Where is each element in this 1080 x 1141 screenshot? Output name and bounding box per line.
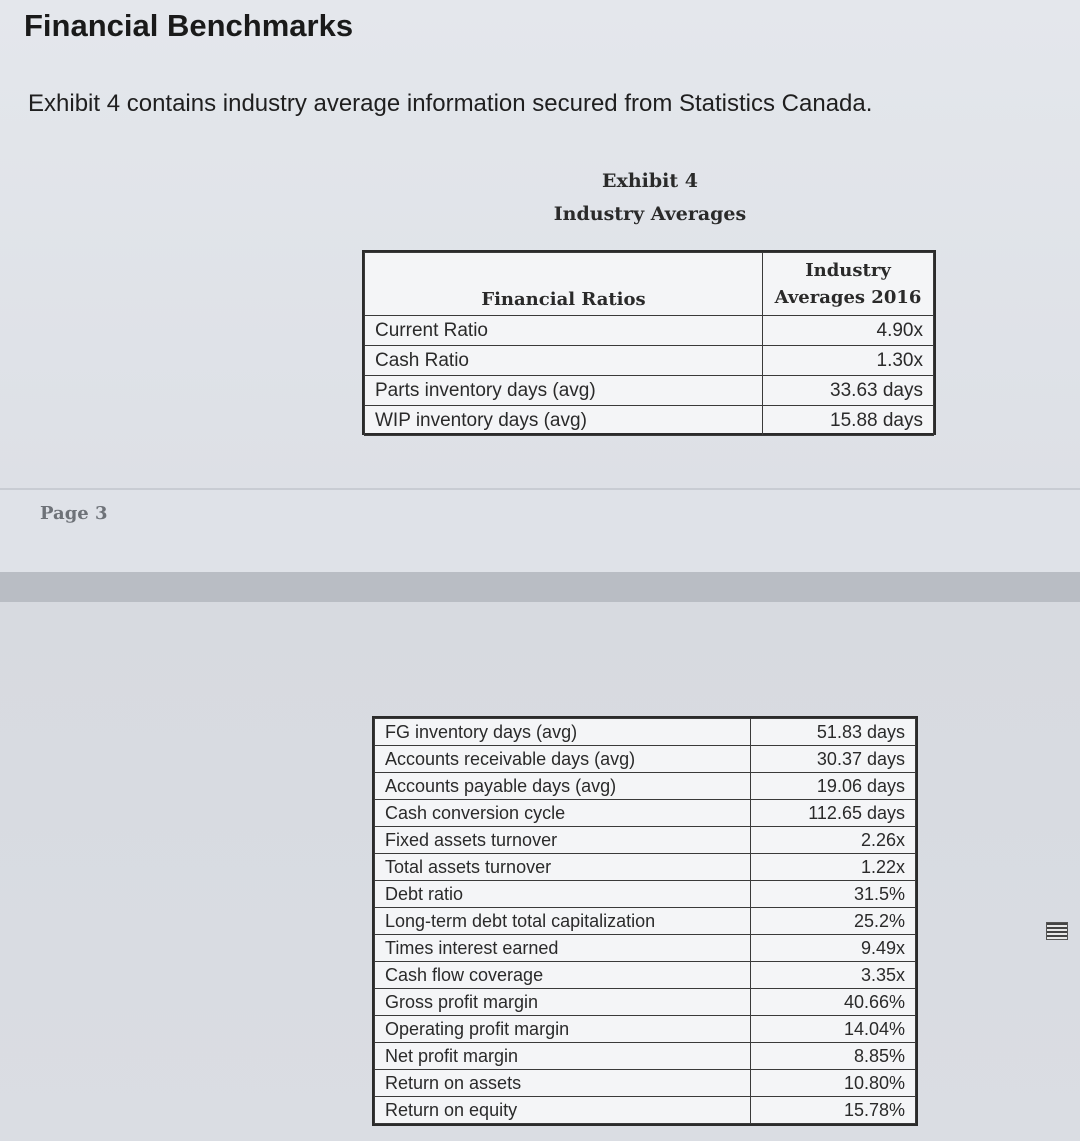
table-row: [375, 1016, 916, 1043]
section-title: Financial Benchmarks: [24, 8, 354, 43]
table-row: [365, 346, 934, 376]
ratio-label: Long-term debt total capitalization: [375, 908, 751, 935]
table-row: [365, 316, 934, 346]
ratio-value: 15.88 days: [763, 406, 934, 436]
ratio-label: Times interest earned: [375, 935, 751, 962]
ratio-label: Return on equity: [375, 1097, 751, 1124]
exhibit-heading: [540, 165, 760, 231]
ratio-label: Debt ratio: [375, 881, 751, 908]
document-page-bottom: [0, 602, 1080, 1141]
table-row: [375, 1043, 916, 1070]
ratio-value: 2.26x: [751, 827, 916, 854]
table-row: [375, 908, 916, 935]
ratio-label: Cash conversion cycle: [375, 800, 751, 827]
ratio-value: 33.63 days: [763, 376, 934, 406]
ratio-value: 1.30x: [763, 346, 934, 376]
intro-paragraph: Exhibit 4 contains industry average information secured from Statistics Canada.: [28, 90, 873, 117]
ratios-table-part2: [372, 716, 918, 1126]
page-number-label: Page 3: [40, 503, 108, 524]
exhibit-name: Industry Averages: [553, 203, 747, 225]
ratio-label: Net profit margin: [375, 1043, 751, 1070]
ratio-label: Fixed assets turnover: [375, 827, 751, 854]
table-row: [375, 719, 916, 746]
ratio-value: 25.2%: [751, 908, 916, 935]
page-divider: [0, 488, 1080, 490]
header-line-2: Averages 2016: [774, 287, 922, 308]
ratio-label: Gross profit margin: [375, 989, 751, 1016]
ratio-value: 4.90x: [763, 316, 934, 346]
table-row: [375, 1097, 916, 1124]
table-row: [375, 746, 916, 773]
table-row: [375, 773, 916, 800]
ratio-value: 40.66%: [751, 989, 916, 1016]
table-row: [375, 854, 916, 881]
ratio-value: 8.85%: [751, 1043, 916, 1070]
ratio-value: 19.06 days: [751, 773, 916, 800]
ratio-label: Cash flow coverage: [375, 962, 751, 989]
page-gap: [0, 572, 1080, 602]
ratio-value: 112.65 days: [751, 800, 916, 827]
table-row: [365, 376, 934, 406]
ratio-value: 1.22x: [751, 854, 916, 881]
ratio-value: 51.83 days: [751, 719, 916, 746]
ratio-label: Return on assets: [375, 1070, 751, 1097]
table-row: [375, 800, 916, 827]
ratio-value: 10.80%: [751, 1070, 916, 1097]
ratio-label: Parts inventory days (avg): [365, 376, 763, 406]
ratio-label: Total assets turnover: [375, 854, 751, 881]
ratio-label: Accounts receivable days (avg): [375, 746, 751, 773]
ratio-label: WIP inventory days (avg): [365, 406, 763, 436]
ratio-value: 30.37 days: [751, 746, 916, 773]
ratio-value: 9.49x: [751, 935, 916, 962]
table-row: [375, 989, 916, 1016]
ratio-value: 15.78%: [751, 1097, 916, 1124]
ratios-table-part1: [362, 250, 936, 435]
table-row: [375, 827, 916, 854]
ratio-label: Accounts payable days (avg): [375, 773, 751, 800]
header-line-1: Industry: [805, 260, 891, 281]
header-industry-averages: [763, 253, 934, 316]
table-row: [375, 1070, 916, 1097]
table-row: [375, 935, 916, 962]
table-header-row: [365, 253, 934, 316]
table-row: [375, 881, 916, 908]
exhibit-number: Exhibit 4: [602, 170, 698, 192]
ratio-value: 3.35x: [751, 962, 916, 989]
ratio-label: Operating profit margin: [375, 1016, 751, 1043]
ratio-value: 31.5%: [751, 881, 916, 908]
ratio-value: 14.04%: [751, 1016, 916, 1043]
paragraph-marker-icon[interactable]: [1046, 922, 1068, 940]
header-financial-ratios: Financial Ratios: [365, 253, 763, 316]
table-row: [375, 962, 916, 989]
ratio-label: Current Ratio: [365, 316, 763, 346]
document-page-top: [0, 0, 1080, 490]
ratio-label: FG inventory days (avg): [375, 719, 751, 746]
table-row: [365, 406, 934, 436]
ratio-label: Cash Ratio: [365, 346, 763, 376]
